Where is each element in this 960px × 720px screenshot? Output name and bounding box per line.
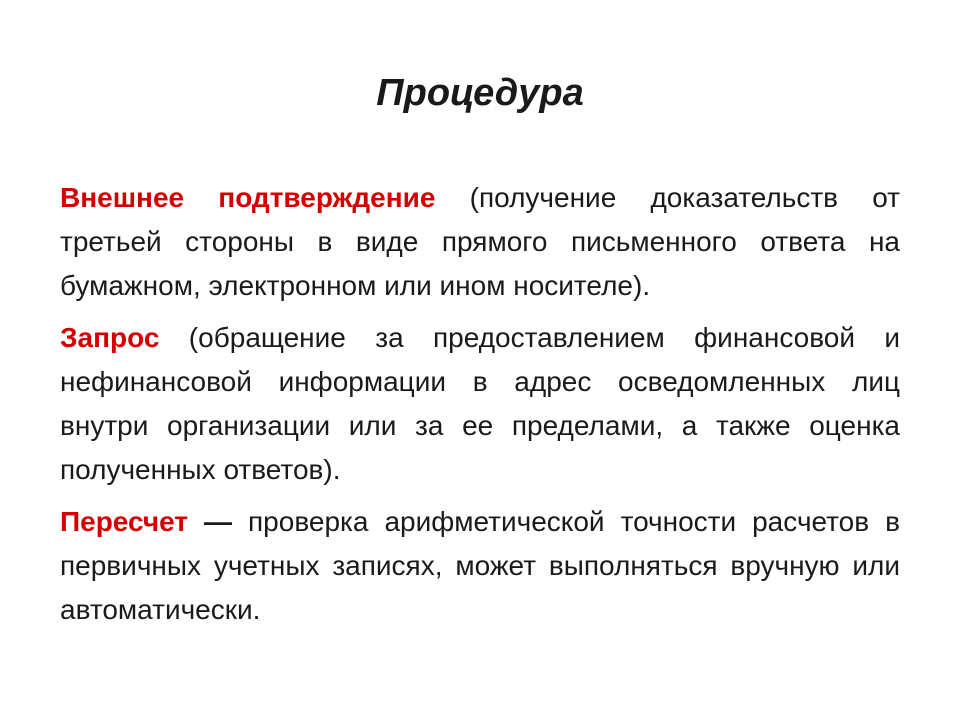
paragraph-inquiry	[60, 316, 900, 492]
paragraph-external-confirmation	[60, 176, 900, 308]
term-inquiry: Запрос	[60, 322, 160, 353]
paragraph-recalculation	[60, 500, 900, 632]
definition-inquiry: (обращение за предоставлением финансовой и нефинансовой информации в адрес осведомленных лиц внутри организации или за ее пределами, а также оценка полученных ответов).	[60, 322, 900, 485]
em-dash: —	[188, 506, 249, 537]
definition-recalculation: проверка арифметической точности расчетов в первичных учетных записях, может выполняться вручную или автоматически.	[60, 506, 900, 625]
term-recalculation: Пересчет	[60, 506, 189, 537]
definition-external-confirmation: (получение доказательств от третьей стороны в виде прямого письменного ответа на бумажном, электронном или ином носителе).	[60, 182, 901, 301]
slide-body	[60, 176, 900, 640]
slide-title: Процедура	[376, 72, 584, 114]
term-external-confirmation: Внешнее подтверждение	[60, 182, 436, 213]
